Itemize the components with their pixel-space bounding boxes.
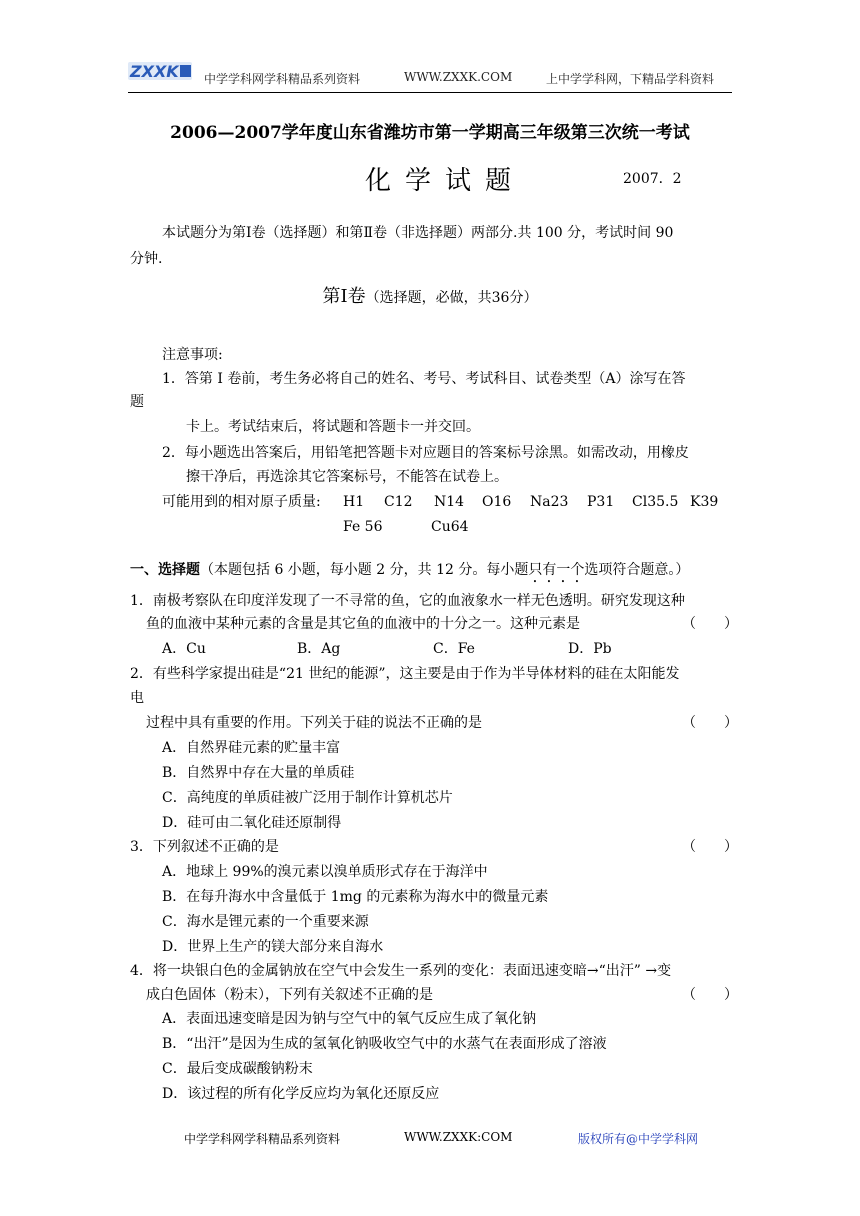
notes-heading: 注意事项: (162, 347, 223, 363)
q2-answer-bracket[interactable]: （ ） (682, 715, 738, 731)
part-1-desc-end: 选项符合题意。） (584, 562, 690, 578)
q1-option-a[interactable]: A．Cu (162, 641, 206, 657)
logo-text: ZXXK (130, 62, 179, 81)
q2-option-a[interactable]: A．自然界硅元素的贮量丰富 (162, 740, 341, 756)
zxxk-logo (128, 60, 192, 82)
header-left-text: 中学学科网学科精品系列资料 (204, 72, 361, 86)
q2-option-b[interactable]: B．自然界中存在大量的单质硅 (162, 765, 355, 781)
q4-stem-1: 4．将一块银白色的金属钠放在空气中会发生一系列的变化：表面迅速变暗→“出汗” →变 (130, 963, 672, 979)
section-1-title: 第Ⅰ卷 (322, 286, 366, 307)
note-1-line-1: 1．答第 Ⅰ 卷前，考生务必将自己的姓名、考号、考试科目、试卷类型（A）涂写在答 (162, 371, 686, 387)
part-1-emphasis: 只有一个 (528, 562, 585, 578)
part-1-heading (130, 561, 689, 586)
q3-option-a[interactable]: A．地球上 99%的溴元素以溴单质形式存在于海洋中 (162, 864, 488, 880)
q4-answer-bracket[interactable]: （ ） (682, 987, 738, 1003)
atom-mass: C12 (384, 494, 413, 510)
atom-mass: K39 (690, 494, 719, 510)
q4-option-c[interactable]: C．最后变成碳酸钠粉末 (162, 1061, 313, 1077)
q1-answer-bracket[interactable]: （ ） (682, 616, 738, 632)
atom-mass: Cl35.5 (632, 494, 679, 510)
atom-mass: Fe 56 (343, 519, 383, 535)
atom-mass: Cu64 (431, 519, 469, 535)
q3-stem: 3．下列叙述不正确的是 (130, 839, 279, 855)
q3-option-d[interactable]: D．世界上生产的镁大部分来自海水 (162, 939, 384, 955)
intro-line-1: 本试题分为第Ⅰ卷（选择题）和第Ⅱ卷（非选择题）两部分.共 100 分，考试时间 90 (162, 225, 674, 241)
exam-date: 2007．2 (623, 171, 682, 187)
q1-stem-2: 鱼的血液中某种元素的含量是其它鱼的血液中的十分之一。这种元素是 (146, 616, 580, 632)
q2-option-c[interactable]: C．高纯度的单质硅被广泛用于制作计算机芯片 (162, 790, 453, 806)
q2-stem-2: 过程中具有重要的作用。下列关于硅的说法不正确的是 (146, 715, 482, 731)
footer-left-text: 中学学科网学科精品系列资料 (184, 1132, 341, 1146)
subject-title: 化学试题 (365, 166, 526, 196)
q4-option-d[interactable]: D．该过程的所有化学反应均为氧化还原反应 (162, 1086, 440, 1102)
q2-stem-1: 2．有些科学家提出硅是“21 世纪的能源”，这主要是由于作为半导体材料的硅在太阳能发 (130, 666, 680, 682)
part-1-desc: （本题包括 6 小题，每小题 2 分，共 12 分。每小题 (200, 562, 529, 578)
note-2-line-1: 2．每小题选出答案后，用铅笔把答题卡对应题目的答案标号涂黑。如需改动，用橡皮 (162, 445, 689, 461)
q1-stem-1: 1．南极考察队在印度洋发现了一不寻常的鱼，它的血液象水一样无色透明。研究发现这种 (130, 593, 685, 609)
note-1-line-2: 题 (130, 394, 144, 410)
atom-mass: H1 (343, 494, 365, 510)
q2-option-d[interactable]: D．硅可由二氧化硅还原制得 (162, 815, 342, 831)
q4-option-b[interactable]: B．“出汗”是因为生成的氢氧化钠吸收空气中的水蒸气在表面形成了溶液 (162, 1036, 607, 1052)
q1-option-d[interactable]: D．Pb (568, 641, 612, 657)
q3-option-c[interactable]: C．海水是锂元素的一个重要来源 (162, 914, 369, 930)
header-url[interactable]: WWW.ZXXK.COM (404, 70, 513, 84)
q3-option-b[interactable]: B．在每升海水中含量低于 1mg 的元素称为海水中的微量元素 (162, 889, 549, 905)
q2-stem-1b: 电 (130, 690, 144, 706)
exam-title: 2006—2007学年度山东省潍坊市第一学期高三年级第三次统一考试 (170, 123, 690, 143)
section-1-heading (0, 282, 860, 308)
header-right-text: 上中学学科网，下精品学科资料 (546, 72, 715, 86)
footer-url[interactable]: WWW.ZXXK:COM (404, 1130, 513, 1144)
q4-stem-2: 成白色固体（粉末），下列有关叙述不正确的是 (146, 987, 433, 1003)
note-2-line-2: 擦干净后，再选涂其它答案标号，不能答在试卷上。 (186, 469, 508, 485)
footer-copyright[interactable]: 版权所有@中学学科网 (578, 1132, 699, 1146)
part-1-label: 一、选择题 (130, 562, 200, 578)
atom-mass: N14 (434, 494, 465, 510)
section-1-note: （选择题，必做，共36分） (365, 290, 538, 306)
intro-line-2: 分钟. (130, 251, 163, 267)
q1-option-b[interactable]: B．Ag (297, 641, 341, 657)
q1-option-c[interactable]: C．Fe (433, 641, 475, 657)
atom-mass: Na23 (530, 494, 569, 510)
note-1-line-3: 卡上。考试结束后，将试题和答题卡一并交回。 (186, 419, 480, 435)
atom-mass: O16 (482, 494, 512, 510)
atoms-label: 可能用到的相对原子质量: (162, 494, 321, 510)
q4-option-a[interactable]: A．表面迅速变暗是因为钠与空气中的氧气反应生成了氧化钠 (162, 1011, 537, 1027)
q3-answer-bracket[interactable]: （ ） (682, 839, 738, 855)
header-divider (128, 92, 732, 93)
atom-mass: P31 (587, 494, 615, 510)
